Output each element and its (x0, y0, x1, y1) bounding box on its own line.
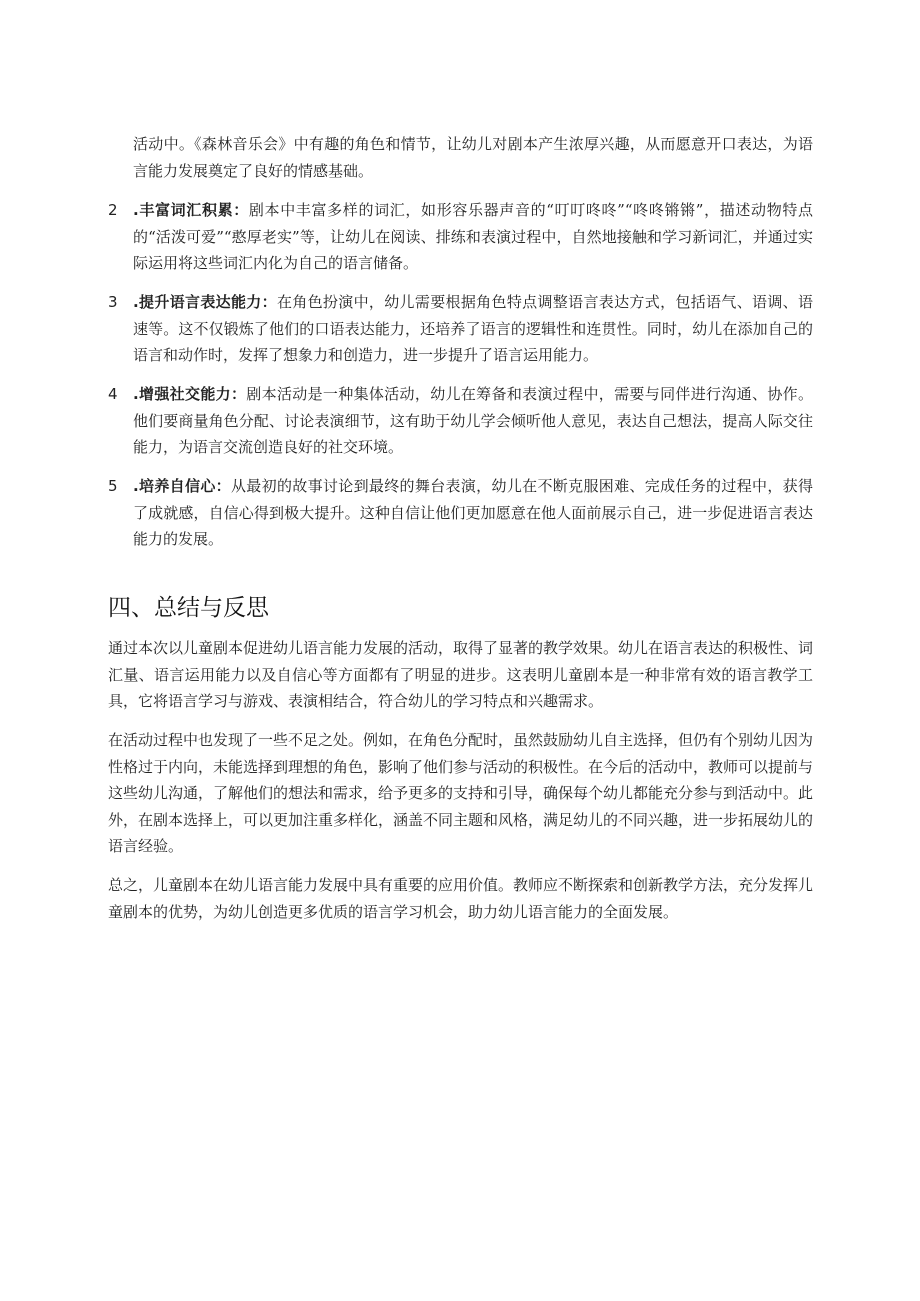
continuation-paragraph: 活动中。《森林音乐会》中有趣的角色和情节，让幼儿对剧本产生浓厚兴趣，从而愿意开口表达，为语言能力发展奠定了良好的情感基础。 (133, 135, 813, 180)
item-number: 3 (108, 293, 118, 311)
conclusion-paragraph: 总之，儿童剧本在幼儿语言能力发展中具有重要的应用价值。教师应不断探索和创新教学方法，充分发挥儿童剧本的优势，为幼儿创造更多优质的语言学习机会，助力幼儿语言能力的全面发展。 (108, 876, 814, 921)
item-lead: .丰富词汇积累： (133, 201, 249, 219)
item-number: 4 (108, 385, 118, 403)
section-heading: 四、总结与反思 (108, 595, 269, 621)
item-text: 剧本中丰富多样的词汇，如形容乐器声音的“叮叮咚咚”“咚咚锵锵”，描述动物特点的“活泼可爱”“憨厚老实”等，让幼儿在阅读、排练和表演过程中，自然地接触和学习新词汇，并通过实际运用将这些词汇内化为自己的语言储备。 (133, 201, 813, 272)
list-item (108, 197, 813, 277)
item-number: 2 (108, 201, 118, 219)
item-lead: .增强社交能力： (133, 385, 247, 403)
list-item (108, 289, 813, 369)
item-text: 剧本活动是一种集体活动，幼儿在筹备和表演过程中，需要与同伴进行沟通、协作。他们要商量角色分配、讨论表演细节，这有助于幼儿学会倾听他人意见，表达自己想法，提高人际交往能力，为语言交流创造良好的社交环境。 (133, 385, 813, 456)
item-number: 5 (108, 477, 118, 495)
reflection-paragraph: 在活动过程中也发现了一些不足之处。例如，在角色分配时，虽然鼓励幼儿自主选择，但仍有个别幼儿因为性格过于内向，未能选择到理想的角色，影响了他们参与活动的积极性。在今后的活动中，教师可以提前与这些幼儿沟通，了解他们的想法和需求，给予更多的支持和引导，确保每个幼儿都能充分参与到活动中。此外，在剧本选择上，可以更加注重多样化，涵盖不同主题和风格，满足幼儿的不同兴趣，进一步拓展幼儿的语言经验。 (108, 731, 814, 855)
item-lead: .提升语言表达能力： (133, 293, 277, 311)
item-text: 从最初的故事讨论到最终的舞台表演，幼儿在不断克服困难、完成任务的过程中，获得了成就感，自信心得到极大提升。这种自信让他们更加愿意在他人面前展示自己，进一步促进语言表达能力的发展。 (133, 477, 813, 548)
item-text: 在角色扮演中，幼儿需要根据角色特点调整语言表达方式，包括语气、语调、语速等。这不仅锻炼了他们的口语表达能力，还培养了语言的逻辑性和连贯性。同时，幼儿在添加自己的语言和动作时，发挥了想象力和创造力，进一步提升了语言运用能力。 (133, 293, 813, 364)
list-item (108, 381, 813, 461)
list-item (108, 473, 813, 553)
item-lead: .培养自信心： (133, 477, 231, 495)
summary-paragraph: 通过本次以儿童剧本促进幼儿语言能力发展的活动，取得了显著的教学效果。幼儿在语言表达的积极性、词汇量、语言运用能力以及自信心等方面都有了明显的进步。这表明儿童剧本是一种非常有效的语言教学工具，它将语言学习与游戏、表演相结合，符合幼儿的学习特点和兴趣需求。 (108, 639, 814, 710)
